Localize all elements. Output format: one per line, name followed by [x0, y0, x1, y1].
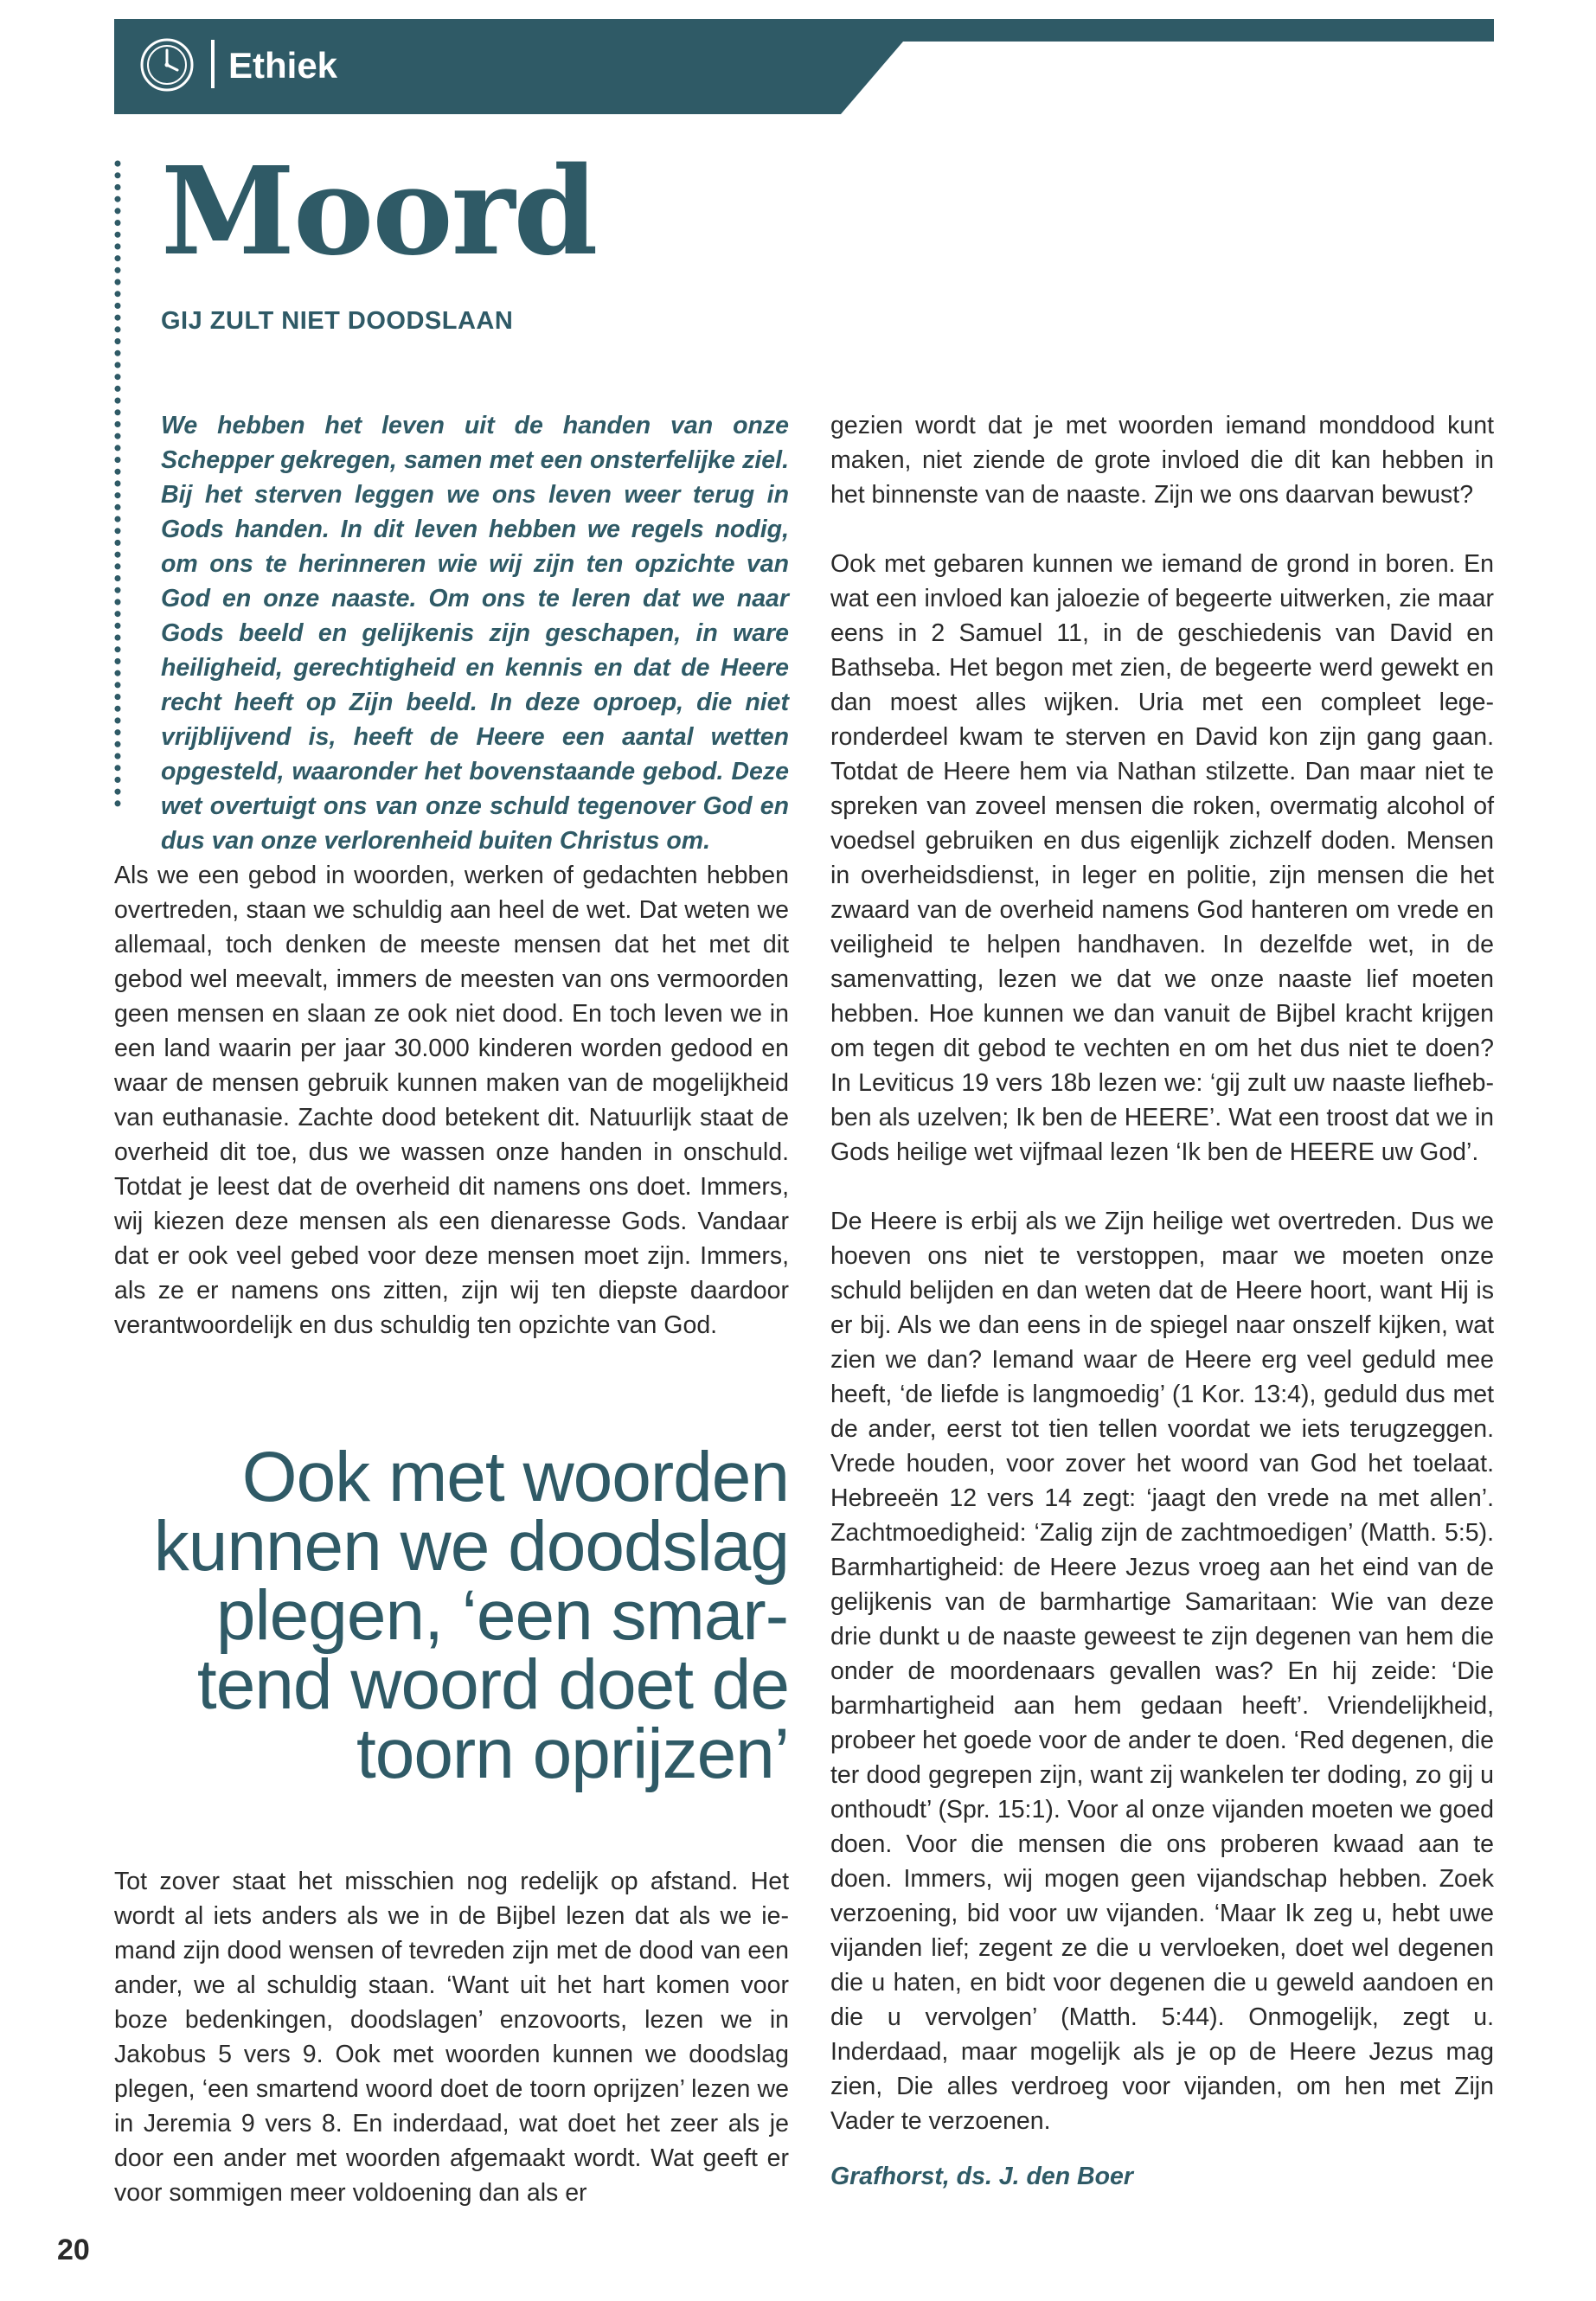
body-paragraph: Tot zover staat het misschien nog redelijk op afstand. Het wordt al iets anders als we in de Bijbel lezen dat als we iemand zijn dood wensen of tevreden zijn met de dood van een ander, we al schuldig staan. ‘Want uit het hart komen voor boze bedenkingen, doodslagen’ enzovoorts, lezen we in Jakobus 5 vers 9. Ook met woorden kunnen we doodslag plegen, ‘een smartend woord doet de toorn oprijzen’ lezen we in Jeremia 9 vers 8. En inderdaad, wat doet het zeer als je door een ander met woorden afgemaakt wordt. Wat geeft er voor sommigen meer voldoening dan als er [114, 1868, 789, 2207]
left-column-bottom [114, 1864, 789, 2245]
article-intro: We hebben het leven uit de handen van onze Schepper gekregen, samen met een onsterfelijke ziel. Bij het sterven leggen we ons leven weer terug in Gods handen. In dit leven hebben we regels nodig, om ons te herinneren wie wij zijn ten opzichte van God en onze naaste. Om ons te leren dat we naar Gods beeld en gelijkenis zijn geschapen, in ware heiligheid, gerechtigheid en kennis en dat de Heere recht heeft op Zijn beeld. In deze oproep, die niet vrijblijvend is, heeft de Heere een aantal wetten opgesteld, waaronder het bovenstaande gebod. Deze wet overtuigt ons van onze schuld tegenover God en dus van onze verlorenheid buiten Christus om. [161, 412, 789, 855]
article-title: Moord [161, 141, 597, 283]
page-number: 20 [57, 2234, 90, 2266]
pull-quote: Ook met woorden kunnen we doodslag plegen, ‘een smartend woord doet de toorn oprijzen’ [153, 1438, 789, 1793]
right-column [830, 408, 1494, 2173]
body-paragraph: De Heere is erbij als we Zijn heilige wet overtreden. Dus we hoeven ons niet te verstoppen, maar we moeten onze schuld belijden en dan weten dat de Heere hoort, want Hij is er bij. Als we dan eens in de spiegel naar onszelf kijken, wat zien we dan? Iemand waar de Heere erg veel geduld mee heeft, ‘de liefde is langmoedig’ (1 Kor. 13:4), geduld dus met de ander, eerst tot tien tellen voordat we iets terugzeggen. Vrede houden, voor zover het woord van God het toelaat. Hebreeën 12 vers 14 zegt: ‘jaagt den vrede na met allen’. Zachtmoedigheid: ‘Zalig zijn de zachtmoedigen’ (Matth. 5:5). Barmhartigheid: de Heere Jezus vroeg aan het eind van de gelijkenis van de barmhartige Samaritaan: Wie van deze drie dunkt u de naaste geweest te zijn degenen van hem die onder de moordenaars gevallen was? En hij zeide: ‘Die barmhartigheid aan hem gedaan heeft’. Vriendelijkheid, probeer het goede voor de ander te doen. ‘Red degenen, die ter dood gegrepen zijn, want zij wankelen ter doding, zo gij u onthoudt’ (Spr. 15:1). Voor al onze vijanden moeten we goed doen. Voor die mensen die ons proberen kwaad aan te doen. Immers, wij mogen geen vijandschap hebben. Zoek verzoening, bid voor uw vijanden. ‘Maar Ik zeg u, hebt uwe vijanden lief; zegent ze die u vervloeken, doet wel degenen die u haten, en bidt voor degenen die u geweld aandoen en die u vervolgen’ (Matth. 5:44). Onmogelijk, zegt u. Inderdaad, maar mogelijk als je op de Heere Jezus mag zien, Die alles verdroeg voor vijanden, om hen met Zijn Vader te verzoenen. [830, 1208, 1494, 2135]
left-column-top [114, 858, 789, 1377]
article-subtitle: GIJ ZULT NIET DOODSLAAN [161, 307, 514, 335]
author-signature: Grafhorst, ds. J. den Boer [830, 2163, 1133, 2190]
header-separator [211, 40, 215, 88]
body-paragraph: Als we een gebod in woorden, werken of gedachten hebben overtreden, staan we schuldig aan heel de wet. Dat weten we allemaal, toch denken de meeste mensen dat het met dit gebod wel meevalt, immers de meesten van ons vermoorden geen mensen en slaan ze ook niet dood. En toch leven we in een land waarin per jaar 30.000 kinderen worden gedood en waar de mensen gebruik kunnen maken van de mogelijkheid van euthanasie. Zachte dood betekent dit. Natuurlijk staat de overheid dit toe, dus we wassen onze handen in onschuld. Totdat je leest dat de overheid dit namens ons doet. Immers, wij kiezen deze mensen als een dienaresse Gods. Vandaar dat er ook veel gebed voor deze mensen moet zijn. Immers, als ze er namens ons zitten, zijn wij ten diepste daardoor verantwoordelijk en dus schuldig ten opzichte van God. [114, 862, 789, 1339]
body-paragraph: gezien wordt dat je met woorden iemand monddood kunt maken, niet ziende de grote invloed die dit kan hebben in het binnenste van de naaste. Zijn we ons daarvan bewust? [830, 412, 1494, 509]
section-header-band [114, 19, 1494, 114]
dotted-rule [112, 160, 123, 817]
clock-icon [138, 36, 195, 93]
section-title: Ethiek [228, 45, 338, 86]
body-paragraph: Ook met gebaren kunnen we iemand de grond in boren. En wat een invloed kan jaloezie of begeerte uitwerken, zie maar eens in 2 Samuel 11, in de geschiedenis van David en Bathseba. Het begon met zien, de begeerte werd gewekt en dan moest alles wijken. Uria met een compleet legeronderdeel kwam te sterven en David kon zijn gang gaan. Totdat de Heere hem via Nathan stilzette. Dan maar niet te spreken van zoveel mensen die roken, overmatig alcohol of voedsel gebruiken en dus eigenlijk zichzelf doden. Mensen in overheidsdienst, in leger en politie, zijn mensen die het zwaard van de overheid namens God hanteren om vrede en veiligheid te helpen handhaven. In dezelfde wet, in de samenvatting, lezen we dat we onze naaste lief moeten hebben. Hoe kunnen we dan vanuit de Bijbel kracht krijgen om tegen dit gebod te vechten en om het dus niet te doen? In Leviticus 19 vers 18b lezen we: ‘gij zult uw naaste liefhebben als uzelven; Ik ben de HEERE’. Wat een troost dat we in Gods heilige wet vijfmaal lezen ‘Ik ben de HEERE uw God’. [830, 550, 1494, 1166]
